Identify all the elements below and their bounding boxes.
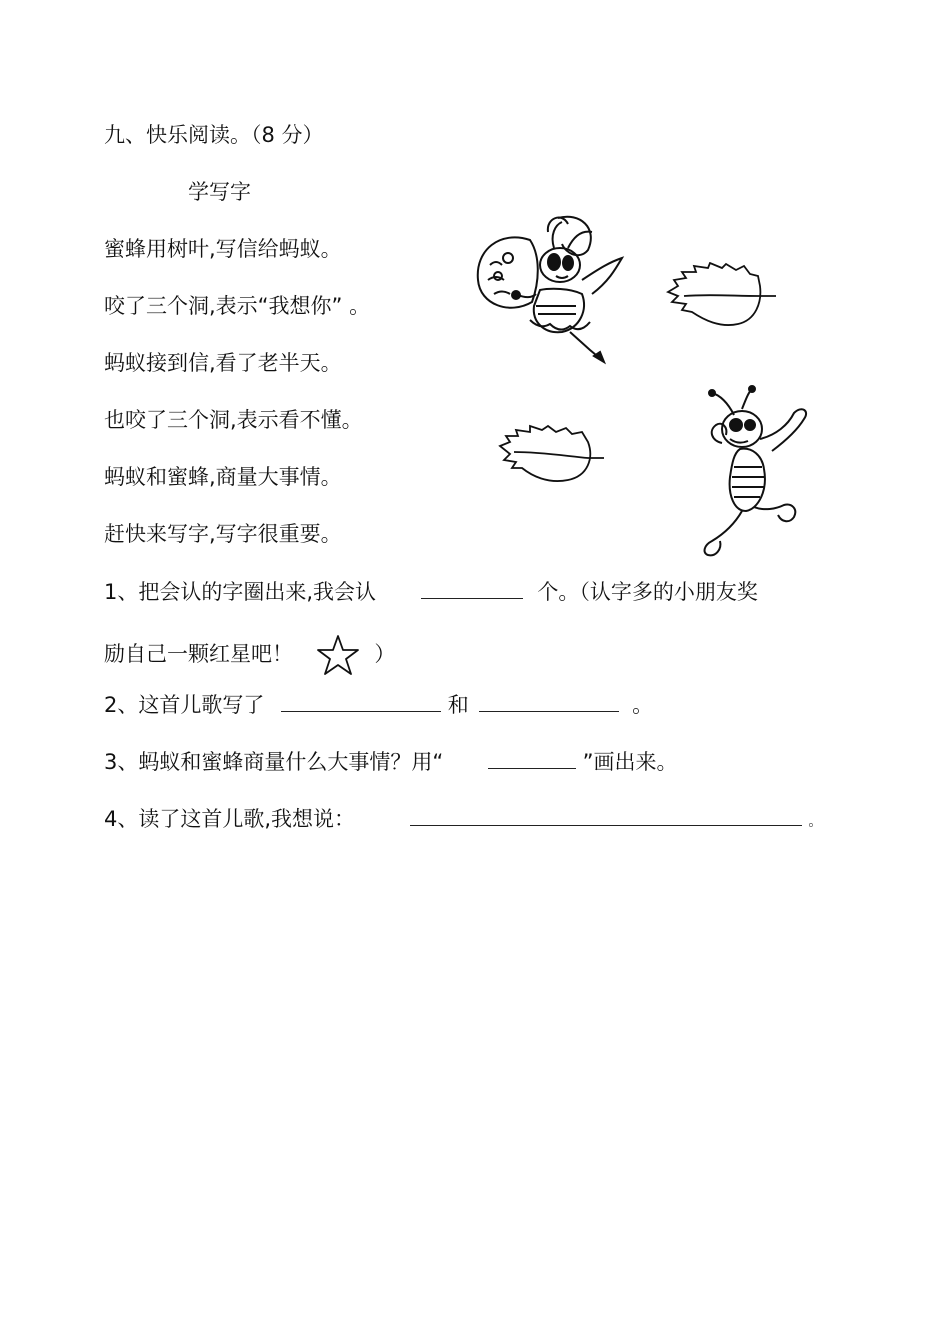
answer-blank-subject-2[interactable] <box>479 691 619 712</box>
poem-line-3: 蚂蚁接到信,看了老半天。 <box>104 351 342 375</box>
question-1-line-2 <box>104 634 395 676</box>
poem-line-6: 赶快来写字,写字很重要。 <box>104 522 342 546</box>
star-outline-icon <box>316 634 360 676</box>
poem-line-1: 蜜蜂用树叶,写信给蚂蚁。 <box>104 237 342 261</box>
question-3 <box>104 748 678 776</box>
poem-line-5: 蚂蚁和蜜蜂,商量大事情。 <box>104 465 342 489</box>
bee-illustration <box>470 210 640 370</box>
answer-blank-thoughts[interactable] <box>410 805 802 826</box>
question-1-text-4: ） <box>374 642 396 666</box>
poem-title: 学写字 <box>188 180 251 204</box>
question-4-text-1: 4、读了这首儿歌,我想说： <box>104 807 356 831</box>
leaf-illustration-1 <box>664 262 779 330</box>
question-3-text-1: 3、蚂蚁和蜜蜂商量什么大事情？用“ <box>104 750 444 774</box>
answer-blank-count[interactable] <box>421 578 523 599</box>
question-1-text-1: 1、把会认的字圈出来,我会认 <box>104 580 377 604</box>
question-3-text-2: ”画出来。 <box>582 750 678 774</box>
question-1-text-2: 个。（认字多的小朋友奖 <box>537 580 758 604</box>
leaf-illustration-2 <box>496 424 611 486</box>
question-2-text-3: 。 <box>632 693 654 717</box>
question-2 <box>104 691 653 719</box>
section-heading: 九、快乐阅读。（8 分） <box>104 123 324 147</box>
question-1-line-1 <box>104 578 758 606</box>
question-4 <box>104 805 822 836</box>
ant-illustration <box>692 385 817 563</box>
question-2-text-1: 2、这首儿歌写了 <box>104 693 265 717</box>
question-2-text-2: 和 <box>447 693 469 717</box>
answer-blank-underline-mark[interactable] <box>488 748 576 769</box>
poem-line-4: 也咬了三个洞,表示看不懂。 <box>104 408 363 432</box>
poem-line-2: 咬了三个洞,表示“我想你” 。 <box>104 294 371 318</box>
answer-blank-subject-1[interactable] <box>281 691 441 712</box>
question-1-text-3: 励自己一颗红星吧！ <box>104 642 293 666</box>
question-4-text-2: 。 <box>808 814 823 830</box>
